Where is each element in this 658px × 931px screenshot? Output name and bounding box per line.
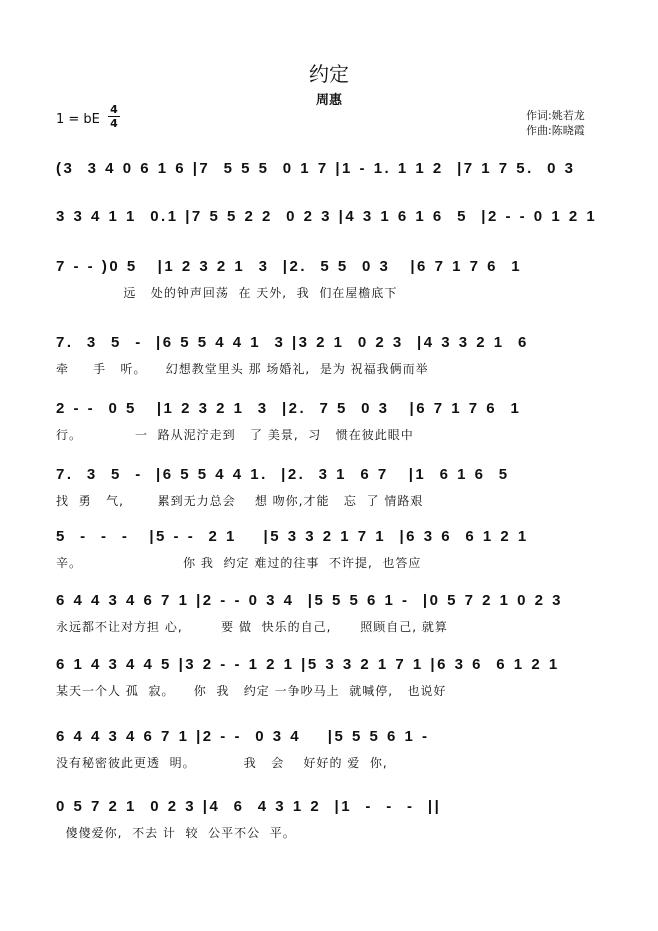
credits xyxy=(526,108,585,138)
composer: 作曲:陈晓霞 xyxy=(526,124,585,137)
time-signature xyxy=(108,104,120,129)
time-signature-bottom: 4 xyxy=(110,117,118,130)
staff-notes: 5 - - - |5 - - 2 1 |5 3 3 2 1 7 1 |6 3 6 6 1 2 1 xyxy=(56,528,529,545)
staff-lyrics: 傻傻爱你, 不去 计 较 公平不公 平。 xyxy=(56,826,296,840)
staff-lyrics: 永远都不让对方担 心, 要 做 快乐的自己, 照顾自己, 就算 xyxy=(56,620,448,634)
staff-lyrics: 行。 一 路从泥泞走到 了 美景, 习 惯在彼此眼中 xyxy=(56,428,414,442)
staff-lyrics: 某天一个人 孤 寂。 你 我 约定 一争吵马上 就喊停, 也说好 xyxy=(56,684,447,698)
staff-notes: 2 - - 0 5 |1 2 3 2 1 3 |2. 7 5 0 3 |6 7 1 7 6 1 xyxy=(56,400,522,417)
lyricist: 作词:姚若龙 xyxy=(526,109,585,122)
staff-lyrics: 找 勇 气, 累到无力总会 想 吻你,才能 忘 了 情路艰 xyxy=(56,494,424,508)
time-signature-top: 4 xyxy=(110,103,118,116)
singer-name: 周惠 xyxy=(315,93,342,108)
staff-lyrics: 远 处的钟声回荡 在 天外, 我 们在屋檐底下 xyxy=(56,286,398,300)
staff-notes: 7 - - )0 5 |1 2 3 2 1 3 |2. 5 5 0 3 |6 7 1 7 6 1 xyxy=(56,258,523,275)
key-signature: 1 = bE xyxy=(56,112,100,127)
staff-notes: 3 3 4 1 1 0.1 |7 5 5 2 2 0 2 3 |4 3 1 6 1 6 5 |2 - - 0 1 2 1 xyxy=(56,208,598,225)
staff-lyrics: 牵 手 听。 幻想教堂里头 那 场婚礼, 是为 祝福我俩而举 xyxy=(56,362,429,376)
staff-notes: 6 4 4 3 4 6 7 1 |2 - - 0 3 4 |5 5 5 6 1 - |0 5 7 2 1 0 2 3 xyxy=(56,592,563,609)
staff-notes: 0 5 7 2 1 0 2 3 |4 6 4 3 1 2 |1 - - - || xyxy=(56,798,442,815)
staff-lyrics: 辛。 你 我 约定 难过的往事 不许提, 也答应 xyxy=(56,556,422,570)
song-title: 约定 xyxy=(309,62,349,86)
staff-notes: 6 4 4 3 4 6 7 1 |2 - - 0 3 4 |5 5 5 6 1 - xyxy=(56,728,430,745)
staff-notes: 7. 3 5 - |6 5 5 4 4 1 3 |3 2 1 0 2 3 |4 3 3 2 1 6 xyxy=(56,334,529,351)
staff-notes: 6 1 4 3 4 4 5 |3 2 - - 1 2 1 |5 3 3 2 1 7 1 |6 3 6 6 1 2 1 xyxy=(56,656,560,673)
staff-notes: (3 3 4 0 6 1 6 |7 5 5 5 0 1 7 |1 - 1. 1 1 2 |7 1 7 5. 0 3 xyxy=(56,160,576,177)
staff-lyrics: 没有秘密彼此更透 明。 我 会 好好的 爱 你, xyxy=(56,756,388,770)
staff-notes: 7. 3 5 - |6 5 5 4 4 1. |2. 3 1 6 7 |1 6 1 6 5 xyxy=(56,466,510,483)
